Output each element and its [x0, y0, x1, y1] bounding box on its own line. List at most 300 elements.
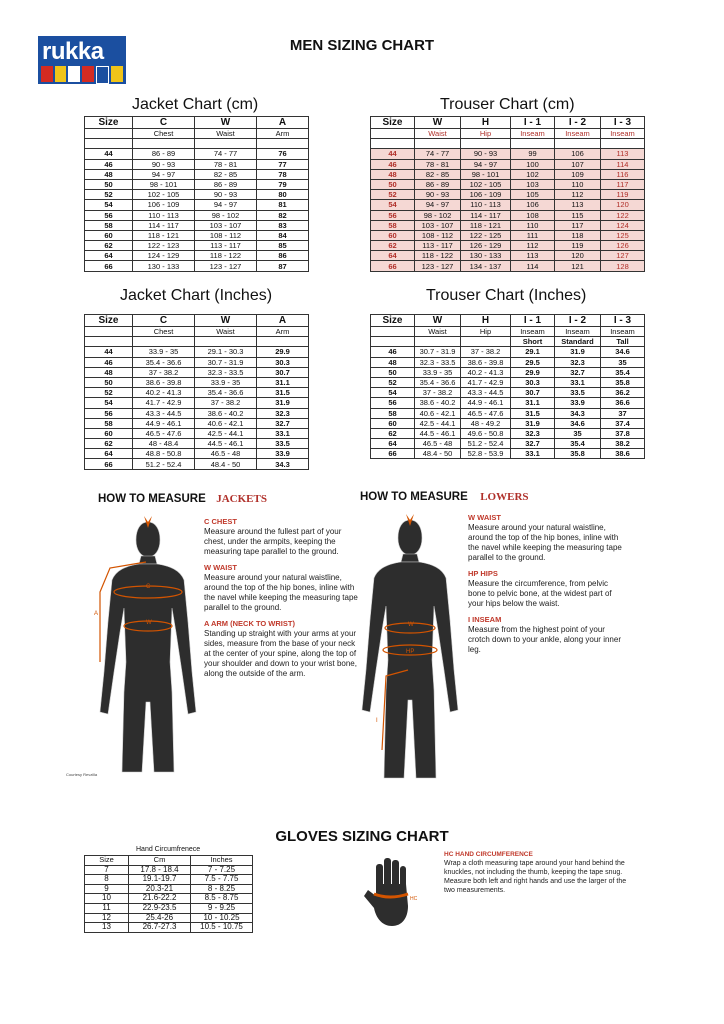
value-cell: 42.5 - 44.1	[195, 428, 257, 438]
value-cell: 51.2 - 52.4	[461, 439, 511, 449]
waist-marker-label: W	[408, 622, 414, 628]
value-cell: 36.6	[601, 398, 645, 408]
value-cell: 32.3	[555, 357, 601, 367]
table-row	[371, 210, 645, 220]
size-cell: 54	[371, 388, 415, 398]
jacket-in-table	[84, 314, 309, 470]
table-row	[371, 251, 645, 261]
value-cell: 110 - 113	[133, 210, 195, 220]
image-credit: Courtesy Revzilla	[66, 772, 98, 777]
size-cell: 10	[85, 894, 129, 904]
value-cell: 106	[511, 200, 555, 210]
value-cell: 33.9 - 35	[133, 347, 195, 357]
column-subheader	[371, 327, 415, 337]
column-header: W	[195, 315, 257, 327]
value-cell: 94 - 97	[195, 200, 257, 210]
size-cell: 64	[371, 439, 415, 449]
column-subheader: Hip	[461, 129, 511, 139]
value-cell: 86 - 89	[195, 179, 257, 189]
value-cell: 102 - 105	[133, 190, 195, 200]
spacer-cell	[257, 139, 309, 149]
inseam-marker-label: I	[376, 718, 378, 724]
value-cell: 112	[555, 190, 601, 200]
header-row	[85, 315, 309, 327]
instr-heading: C CHEST	[204, 517, 237, 526]
value-cell: 98 - 101	[133, 179, 195, 189]
value-cell: 8.5 - 8.75	[191, 894, 253, 904]
value-cell: 30.3	[511, 377, 555, 387]
value-cell: 126 - 129	[461, 241, 511, 251]
table-row	[85, 875, 253, 885]
value-cell: 52.8 - 53.9	[461, 449, 511, 459]
value-cell: 33.1	[257, 428, 309, 438]
value-cell: 32.7	[555, 367, 601, 377]
table-row	[85, 220, 309, 230]
value-cell: 33.9	[555, 398, 601, 408]
size-cell: 60	[371, 418, 415, 428]
value-cell: 124 - 129	[133, 251, 195, 261]
size-cell: 46	[85, 357, 133, 367]
value-cell: 40.2 - 41.3	[461, 367, 511, 377]
column-subheader: Inseam	[555, 129, 601, 139]
size-cell: 66	[371, 261, 415, 271]
value-cell: 74 - 77	[195, 149, 257, 159]
column-header: I - 2	[555, 315, 601, 327]
table-row	[85, 261, 309, 271]
value-cell: 41.7 - 42.9	[133, 398, 195, 408]
value-cell: 33.5	[555, 388, 601, 398]
size-cell: 54	[85, 398, 133, 408]
table-row	[371, 398, 645, 408]
column-header: A	[257, 117, 309, 129]
size-cell: 64	[85, 251, 133, 261]
column-header: H	[461, 117, 511, 129]
spacer-cell	[195, 139, 257, 149]
column-header: I - 1	[511, 117, 555, 129]
table-row	[85, 190, 309, 200]
value-cell: 32.3	[257, 408, 309, 418]
subheader-row	[371, 337, 645, 347]
spacer-cell	[257, 337, 309, 347]
size-cell: 44	[85, 149, 133, 159]
table-row	[85, 230, 309, 240]
value-cell: 48.4 - 50	[195, 459, 257, 469]
value-cell: 98 - 101	[461, 169, 511, 179]
table-row	[371, 377, 645, 387]
instr-text: Measure the circumference, from pelvic bone to pelvic bone, at the widest part of your hips below the waist.	[468, 579, 612, 608]
column-header: Size	[371, 117, 415, 129]
value-cell: 122 - 123	[133, 241, 195, 251]
value-cell: 17.8 - 18.4	[129, 865, 191, 875]
value-cell: 30.7 - 31.9	[195, 357, 257, 367]
value-cell: 122	[601, 210, 645, 220]
table-row	[371, 169, 645, 179]
spacer-cell	[461, 139, 511, 149]
table-row	[371, 261, 645, 271]
value-cell: 80	[257, 190, 309, 200]
size-cell: 62	[85, 241, 133, 251]
value-cell: 103 - 107	[195, 220, 257, 230]
size-cell: 8	[85, 875, 129, 885]
value-cell: 30.7	[511, 388, 555, 398]
value-cell: 113	[601, 149, 645, 159]
spacer-cell	[133, 337, 195, 347]
value-cell: 78 - 81	[195, 159, 257, 169]
value-cell: 118 - 122	[415, 251, 461, 261]
table-row	[371, 241, 645, 251]
size-cell: 46	[85, 159, 133, 169]
size-cell: 52	[85, 388, 133, 398]
header-row	[371, 117, 645, 129]
table-row	[85, 347, 309, 357]
size-cell: 62	[371, 428, 415, 438]
value-cell: 33.9 - 35	[195, 377, 257, 387]
value-cell: 46.5 - 48	[195, 449, 257, 459]
value-cell: 48.4 - 50	[415, 449, 461, 459]
value-cell: 35.8	[601, 377, 645, 387]
size-cell: 50	[371, 179, 415, 189]
size-cell: 54	[85, 200, 133, 210]
column-subheader: Standard	[555, 337, 601, 347]
value-cell: 46.5 - 47.6	[133, 428, 195, 438]
column-header: W	[195, 117, 257, 129]
column-header: C	[133, 315, 195, 327]
table-row	[371, 418, 645, 428]
column-subheader: Chest	[133, 327, 195, 337]
value-cell: 37 - 38.2	[461, 347, 511, 357]
value-cell: 74 - 77	[415, 149, 461, 159]
table-row	[371, 190, 645, 200]
size-cell: 60	[85, 428, 133, 438]
value-cell: 34.6	[555, 418, 601, 428]
value-cell: 90 - 93	[461, 149, 511, 159]
arm-marker-label: A	[94, 611, 99, 617]
table-row	[85, 408, 309, 418]
size-cell: 58	[85, 220, 133, 230]
column-subheader	[461, 337, 511, 347]
value-cell: 32.3 - 33.5	[415, 357, 461, 367]
value-cell: 118 - 121	[461, 220, 511, 230]
size-cell: 50	[85, 179, 133, 189]
lowers-body-figure	[360, 510, 472, 790]
value-cell: 37 - 38.2	[195, 398, 257, 408]
value-cell: 106 - 109	[461, 190, 511, 200]
measure-lowers-heading	[360, 487, 529, 505]
value-cell: 113 - 117	[195, 241, 257, 251]
size-cell: 66	[85, 261, 133, 271]
size-cell: 48	[371, 357, 415, 367]
logo-flags	[41, 66, 123, 82]
column-header: Cm	[129, 856, 191, 866]
header-row	[85, 856, 253, 866]
value-cell: 81	[257, 200, 309, 210]
instr-text: Measure around your natural waistline, around the top of the hip bones, inline with the navel while keeping the measuring tape parallel to the ground.	[468, 523, 622, 562]
column-subheader: Hip	[461, 327, 511, 337]
size-cell: 48	[85, 169, 133, 179]
column-subheader	[85, 327, 133, 337]
table-row	[371, 149, 645, 159]
table-row	[85, 169, 309, 179]
value-cell: 35.4 - 36.6	[415, 377, 461, 387]
value-cell: 77	[257, 159, 309, 169]
value-cell: 94 - 97	[461, 159, 511, 169]
value-cell: 44.9 - 46.1	[461, 398, 511, 408]
table-row	[371, 347, 645, 357]
column-header: I - 1	[511, 315, 555, 327]
size-cell: 56	[371, 398, 415, 408]
size-cell: 60	[371, 230, 415, 240]
value-cell: 33.5	[257, 439, 309, 449]
value-cell: 117	[601, 179, 645, 189]
value-cell: 29.1 - 30.3	[195, 347, 257, 357]
value-cell: 108	[511, 210, 555, 220]
value-cell: 26.7-27.3	[129, 923, 191, 933]
value-cell: 94 - 97	[415, 200, 461, 210]
value-cell: 20.3-21	[129, 884, 191, 894]
value-cell: 120	[555, 251, 601, 261]
size-cell: 44	[85, 347, 133, 357]
value-cell: 112	[511, 241, 555, 251]
value-cell: 118 - 121	[133, 230, 195, 240]
value-cell: 29.1	[511, 347, 555, 357]
value-cell: 38.6 - 39.8	[133, 377, 195, 387]
value-cell: 119	[601, 190, 645, 200]
value-cell: 130 - 133	[133, 261, 195, 271]
table-row	[371, 367, 645, 377]
spacer-row	[85, 139, 309, 149]
value-cell: 123 - 127	[415, 261, 461, 271]
size-cell: 66	[371, 449, 415, 459]
value-cell: 111	[511, 230, 555, 240]
size-cell: 60	[85, 230, 133, 240]
table-row	[85, 149, 309, 159]
value-cell: 38.2	[601, 439, 645, 449]
column-subheader: Tall	[601, 337, 645, 347]
size-cell: 48	[371, 169, 415, 179]
size-cell: 66	[85, 459, 133, 469]
value-cell: 48.8 - 50.8	[133, 449, 195, 459]
column-subheader: Waist	[195, 327, 257, 337]
logo-text: rukka	[42, 38, 104, 65]
value-cell: 21.6-22.2	[129, 894, 191, 904]
value-cell: 38.6	[601, 449, 645, 459]
value-cell: 32.7	[257, 418, 309, 428]
value-cell: 86 - 89	[133, 149, 195, 159]
instr-heading: I INSEAM	[468, 615, 502, 624]
value-cell: 31.9	[511, 418, 555, 428]
value-cell: 31.1	[257, 377, 309, 387]
value-cell: 46.5 - 47.6	[461, 408, 511, 418]
value-cell: 51.2 - 52.4	[133, 459, 195, 469]
size-cell: 11	[85, 903, 129, 913]
value-cell: 34.6	[601, 347, 645, 357]
instr-heading: HP HIPS	[468, 569, 498, 578]
table-row	[85, 179, 309, 189]
value-cell: 37.4	[601, 418, 645, 428]
value-cell: 114	[601, 159, 645, 169]
table-row	[85, 367, 309, 377]
spacer-cell	[415, 139, 461, 149]
hip-marker-label: HP	[406, 649, 415, 655]
measure-lowers-subtitle: LOWERS	[480, 491, 529, 503]
value-cell: 22.9-23.5	[129, 903, 191, 913]
glove-instructions	[444, 850, 634, 895]
value-cell: 119	[555, 241, 601, 251]
size-cell: 62	[85, 439, 133, 449]
spacer-cell	[195, 337, 257, 347]
value-cell: 33.9 - 35	[415, 367, 461, 377]
gloves-table	[84, 855, 253, 933]
instr-text: Standing up straight with your arms at your sides, measure from the base of your neck at the center of your spine, along the top of your shoulder and down to your wrist bone, along the outside of the arm.	[204, 629, 357, 678]
spacer-cell	[85, 139, 133, 149]
value-cell: 30.7 - 31.9	[415, 347, 461, 357]
spacer-cell	[511, 139, 555, 149]
table-row	[85, 398, 309, 408]
value-cell: 118	[555, 230, 601, 240]
table-row	[371, 408, 645, 418]
value-cell: 110	[555, 179, 601, 189]
value-cell: 115	[555, 210, 601, 220]
table-row	[371, 439, 645, 449]
column-header: Size	[85, 856, 129, 866]
value-cell: 79	[257, 179, 309, 189]
size-cell: 44	[371, 149, 415, 159]
size-cell: 64	[85, 449, 133, 459]
value-cell: 108 - 112	[195, 230, 257, 240]
size-cell: 52	[371, 377, 415, 387]
value-cell: 121	[555, 261, 601, 271]
value-cell: 37 - 38.2	[133, 367, 195, 377]
column-subheader: Waist	[415, 129, 461, 139]
value-cell: 90 - 93	[195, 190, 257, 200]
column-subheader	[415, 337, 461, 347]
value-cell: 83	[257, 220, 309, 230]
table-row	[85, 923, 253, 933]
size-cell: 62	[371, 241, 415, 251]
table-row	[371, 230, 645, 240]
size-cell: 50	[85, 377, 133, 387]
value-cell: 37.8	[601, 428, 645, 438]
value-cell: 114 - 117	[133, 220, 195, 230]
value-cell: 84	[257, 230, 309, 240]
value-cell: 82 - 85	[195, 169, 257, 179]
value-cell: 86	[257, 251, 309, 261]
value-cell: 90 - 93	[415, 190, 461, 200]
value-cell: 42.5 - 44.1	[415, 418, 461, 428]
spacer-row	[371, 139, 645, 149]
spacer-cell	[601, 139, 645, 149]
value-cell: 118 - 122	[195, 251, 257, 261]
value-cell: 31.5	[511, 408, 555, 418]
measure-jackets-subtitle: JACKETS	[216, 493, 267, 505]
spacer-cell	[555, 139, 601, 149]
value-cell: 49.6 - 50.8	[461, 428, 511, 438]
header-row	[371, 315, 645, 327]
jacket-in-title: Jacket Chart (Inches)	[120, 287, 273, 304]
column-header: I - 3	[601, 315, 645, 327]
value-cell: 108 - 112	[415, 230, 461, 240]
value-cell: 106	[555, 149, 601, 159]
glove-hand-icon	[362, 856, 426, 928]
size-cell: 7	[85, 865, 129, 875]
table-row	[85, 459, 309, 469]
value-cell: 124	[601, 220, 645, 230]
size-cell: 48	[85, 367, 133, 377]
column-header: H	[461, 315, 511, 327]
subheader-row	[85, 327, 309, 337]
value-cell: 38.6 - 39.8	[461, 357, 511, 367]
column-header: C	[133, 117, 195, 129]
column-header: Inches	[191, 856, 253, 866]
value-cell: 7.5 - 7.75	[191, 875, 253, 885]
value-cell: 105	[511, 190, 555, 200]
value-cell: 43.3 - 44.5	[133, 408, 195, 418]
value-cell: 122 - 125	[461, 230, 511, 240]
value-cell: 127	[601, 251, 645, 261]
value-cell: 30.7	[257, 367, 309, 377]
instr-heading: HC HAND CIRCUMFERENCE	[444, 851, 533, 858]
column-subheader: Waist	[195, 129, 257, 139]
value-cell: 110 - 113	[461, 200, 511, 210]
value-cell: 82	[257, 210, 309, 220]
value-cell: 35	[555, 428, 601, 438]
value-cell: 35	[601, 357, 645, 367]
table-row	[371, 449, 645, 459]
value-cell: 35.8	[555, 449, 601, 459]
value-cell: 7 - 7.25	[191, 865, 253, 875]
size-cell: 50	[371, 367, 415, 377]
value-cell: 36.2	[601, 388, 645, 398]
column-subheader: Arm	[257, 327, 309, 337]
size-cell: 46	[371, 347, 415, 357]
value-cell: 46.5 - 48	[415, 439, 461, 449]
waist-marker-label: W	[146, 620, 152, 626]
instr-heading: W WAIST	[204, 563, 237, 572]
table-row	[85, 357, 309, 367]
value-cell: 44.9 - 46.1	[133, 418, 195, 428]
size-cell: 58	[371, 408, 415, 418]
spacer-cell	[371, 139, 415, 149]
value-cell: 126	[601, 241, 645, 251]
value-cell: 31.1	[511, 398, 555, 408]
jacket-cm-table	[84, 116, 309, 272]
value-cell: 103 - 107	[415, 220, 461, 230]
size-cell: 56	[371, 210, 415, 220]
column-header: Size	[85, 117, 133, 129]
value-cell: 31.9	[555, 347, 601, 357]
size-cell: 12	[85, 913, 129, 923]
column-subheader: Short	[511, 337, 555, 347]
trouser-cm-table	[370, 116, 645, 272]
value-cell: 41.7 - 42.9	[461, 377, 511, 387]
table-row	[371, 159, 645, 169]
value-cell: 29.9	[511, 367, 555, 377]
value-cell: 44.5 - 46.1	[415, 428, 461, 438]
column-header: I - 2	[555, 117, 601, 129]
size-cell: 58	[85, 418, 133, 428]
spacer-cell	[85, 337, 133, 347]
measure-jackets-title: HOW TO MEASURE	[98, 493, 206, 505]
value-cell: 128	[601, 261, 645, 271]
instr-text: Wrap a cloth measuring tape around your hand behind the knuckles, not including the thumb, keeping the tape snug. Measure both left and right hands and use the larger of the two measurements.	[444, 860, 627, 894]
table-row	[85, 388, 309, 398]
table-row	[371, 179, 645, 189]
value-cell: 117	[555, 220, 601, 230]
value-cell: 35.4	[601, 367, 645, 377]
value-cell: 107	[555, 159, 601, 169]
value-cell: 116	[601, 169, 645, 179]
value-cell: 40.6 - 42.1	[195, 418, 257, 428]
